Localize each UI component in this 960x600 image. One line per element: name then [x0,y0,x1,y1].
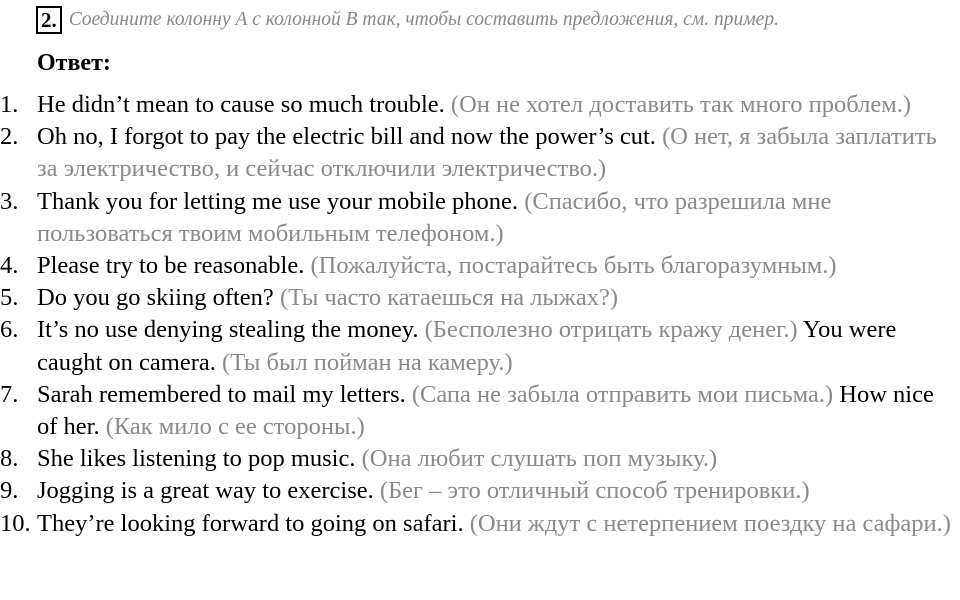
answer-number: 8. [0,445,19,473]
english-sentence: Sarah remembered to mail my letters. [37,380,406,408]
answer-item-10 [0,508,955,540]
answer-number: 10. [0,509,31,537]
russian-translation-2: (Ты был пойман на камеру.) [222,348,513,376]
answer-label: Ответ: [37,50,111,76]
russian-translation: (Они ждут с нетерпением поездку на сафари.) [469,509,951,537]
english-sentence-2: You were caught on camera. [37,316,897,376]
answer-number: 1. [0,91,19,118]
answer-item-2 [0,121,955,185]
english-sentence: It’s no use denying stealing the money. [37,316,419,344]
english-sentence: Thank you for letting me use your mobile phone. [37,187,519,215]
task-instruction: Соедините колонну А с колонной В так, чтобы составить предложения, см. пример. [68,9,779,30]
task-header [36,5,779,35]
english-sentence: He didn’t mean to cause so much trouble. [37,91,445,118]
answer-item-6 [0,314,955,378]
russian-translation: (Она любит слушать поп музыку.) [361,445,718,473]
english-sentence-2: How nice of her. [37,380,934,441]
answer-number: 5. [0,284,19,312]
answer-item-9 [0,475,955,507]
english-sentence: She likes listening to pop music. [37,445,356,473]
russian-translation: (Спасибо, что разрешила мне пользоваться твоим мобильным телефоном.) [37,187,832,247]
answer-item-5 [0,282,955,314]
answer-number: 2. [0,123,19,151]
task-number-box: 2. [36,6,62,34]
russian-translation: (Пожалуйста, постарайтесь быть благоразумным.) [310,252,837,280]
answer-number: 7. [0,380,19,408]
answer-item-8 [0,443,955,475]
answer-item-7 [0,379,955,443]
english-sentence: Oh no, I forgot to pay the electric bill and now the power’s cut. [37,123,656,151]
english-sentence: Jogging is a great way to exercise. [37,477,374,505]
russian-translation-2: (Как мило с ее стороны.) [105,413,365,441]
answer-number: 6. [0,316,19,344]
answer-list [0,89,955,540]
english-sentence: They’re looking forward to going on safari. [37,509,464,537]
answer-number: 4. [0,252,19,280]
russian-translation: (Бег – это отличный способ тренировки.) [379,477,810,505]
russian-translation: (О нет, я забыла заплатить за электричество, и сейчас отключили электричество.) [37,123,937,183]
russian-translation: (Бесполезно отрицать кражу денег.) [424,316,798,344]
answer-number: 3. [0,187,19,215]
russian-translation: (Он не хотел доставить так много проблем.) [450,91,911,118]
answer-item-3 [0,186,955,250]
russian-translation: (Сапа не забыла отправить мои письма.) [411,380,834,408]
english-sentence: Do you go skiing often? [37,284,274,312]
russian-translation: (Ты часто катаешься на лыжах?) [279,284,618,312]
english-sentence: Please try to be reasonable. [37,252,305,280]
answer-item-1 [0,89,955,121]
answer-item-4 [0,250,955,282]
answer-number: 9. [0,477,19,505]
